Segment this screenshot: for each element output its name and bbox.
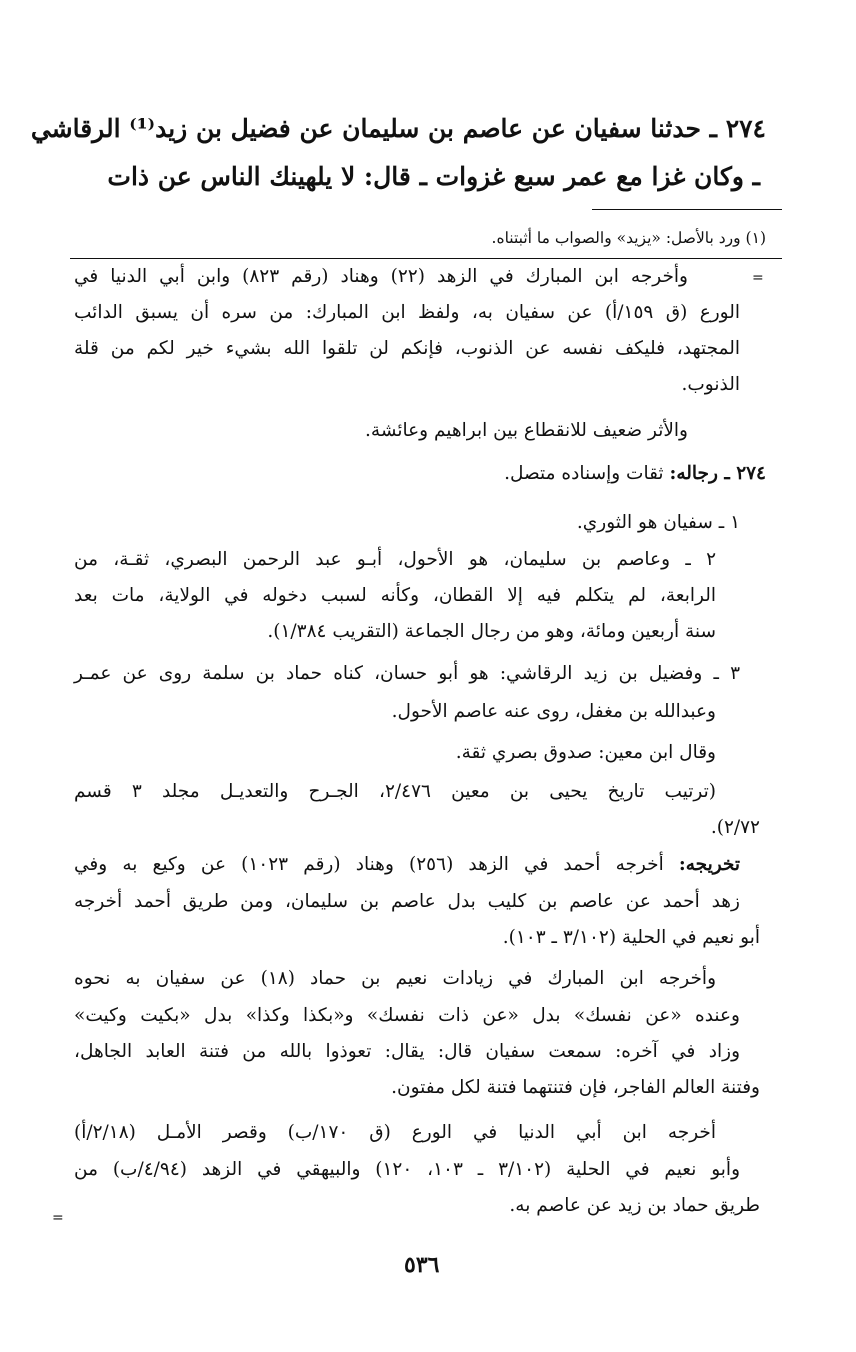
commentary-divider — [70, 258, 782, 259]
ibn-maeen-line: وقال ابن معين: صدوق بصري ثقة. — [455, 742, 716, 763]
main-text-line-1: ٢٧٤ ـ حدثنا سفيان عن عاصم بن سليمان عن فضيل بن زيد⁽¹⁾ الرقاشي — [30, 114, 766, 143]
rijal-line — [504, 463, 766, 484]
narrator-item-3-line1: ٣ ـ وفضيل بن زيد الرقاشي: هو أبو حسان، كناه حماد بن سلمة روى عن عمـر — [74, 663, 740, 684]
narrator-item-1: ١ ـ سفيان هو الثوري. — [576, 512, 740, 533]
commentary-para2: والأثر ضعيف للانقطاع بين ابراهيم وعائشة. — [365, 420, 688, 441]
ibn-mubarak-line3: وزاد في آخره: سمعت سفيان قال: يقال: تعوذوا بالله من فتنة العابد الجاهل، — [74, 1041, 740, 1062]
footnote-1: (١) ورد بالأصل: «يزيد» والصواب ما أثبتناه. — [491, 229, 766, 247]
ibn-mubarak-line2: وعنده «عن نفسك» بدل «عن ذات نفسك» و«بكذا وكذا» بدل «بكيت وكيت» — [74, 1005, 740, 1026]
takhrij-line1 — [74, 854, 740, 875]
footnote-divider — [592, 209, 782, 210]
takhrij-text: أخرجه أحمد في الزهد (٢٥٦) وهناد (رقم ١٠٢٣) عن وكيع به وفي — [74, 854, 664, 875]
ibn-mubarak-line4: وفتنة العالم الفاجر، فإن فتنتهما فتنة لكل مفتون. — [391, 1077, 760, 1098]
tartib-line1: (ترتيب تاريخ يحيى بن معين ٢/٤٧٦، الجـرح والتعديـل مجلد ٣ قسم — [74, 781, 716, 802]
narrator-item-2-line2: الرابعة، لم يتكلم فيه إلا القطان، وكأنه لسبب دخوله في الولاية، مات بعد — [74, 585, 716, 606]
rijal-heading: ٢٧٤ ـ رجاله: — [669, 463, 766, 484]
commentary-para1-line3: المجتهد، فليكف نفسه عن الذنوب، فإنكم لن تلقوا الله بشيء خير لكم من قلة — [74, 338, 740, 359]
ibn-abi-dunya-line2: وأبو نعيم في الحلية (٣/١٠٢ ـ ١٠٣، ١٢٠) والبيهقي في الزهد (٤/٩٤/ب) من — [74, 1159, 741, 1180]
tartib-line2: ٢/٧٢). — [710, 817, 760, 838]
page-number: ٥٣٦ — [404, 1252, 440, 1278]
ibn-mubarak-line1: وأخرجه ابن المبارك في زيادات نعيم بن حماد (١٨) عن سفيان به نحوه — [74, 968, 716, 989]
commentary-para1-line1: وأخرجه ابن المبارك في الزهد (٢٢) وهناد (رقم ٨٢٣) وابن أبي الدنيا في — [74, 266, 688, 287]
bottom-continuation-mark: = — [52, 1210, 64, 1226]
narrator-item-2-line1: ٢ ـ وعاصم بن سليمان، هو الأحول، أبـو عبد الرحمن البصري، ثقـة، من — [74, 549, 716, 570]
commentary-para1-line2: الورع (ق ١٥٩/أ) عن سفيان به، ولفظ ابن المبارك: من سره أن يسبق الدائب — [74, 302, 741, 323]
main-text-line-2: ـ وكان غزا مع عمر سبع غزوات ـ قال: لا يلهينك الناس عن ذات — [107, 162, 760, 191]
takhrij-line2: زهد أحمد عن عاصم بن كليب بدل عاصم بن سليمان، ومن طريق أحمد أخرجه — [74, 891, 740, 912]
commentary-para1-line4: الذنوب. — [681, 374, 740, 395]
takhrij-line3: أبو نعيم في الحلية (٣/١٠٢ ـ ١٠٣). — [502, 927, 760, 948]
ibn-abi-dunya-line1: أخرجه ابن أبي الدنيا في الورع (ق ١٧٠/ب) وقصر الأمـل (٢/١٨/أ) — [74, 1122, 716, 1143]
ibn-abi-dunya-line3: طريق حماد بن زيد عن عاصم به. — [509, 1195, 760, 1216]
narrator-item-3-line2: وعبدالله بن مغفل، روى عنه عاصم الأحول. — [391, 701, 716, 722]
continuation-mark: = — [752, 270, 764, 286]
rijal-text: ثقات وإسناده متصل. — [504, 463, 664, 484]
narrator-item-2-line3: سنة أربعين ومائة، وهو من رجال الجماعة (التقريب ١/٣٨٤). — [267, 621, 716, 642]
takhrij-heading: تخريجه: — [678, 854, 741, 875]
